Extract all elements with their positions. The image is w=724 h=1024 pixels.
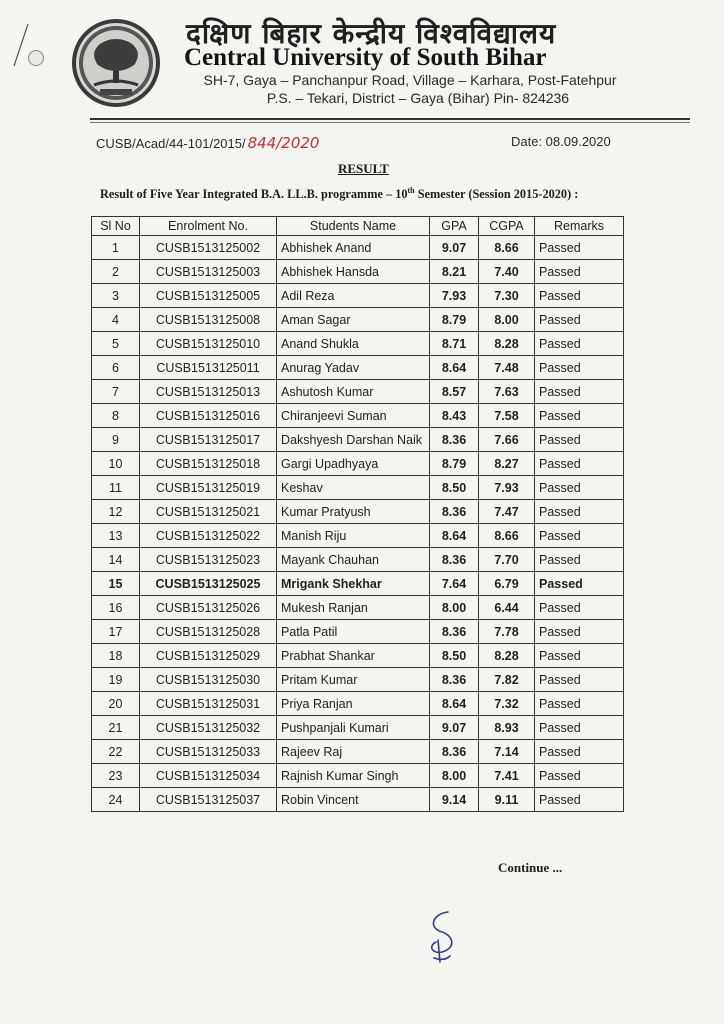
cell-enrolment: CUSB1513125003	[140, 260, 277, 284]
cell-enrolment: CUSB1513125016	[140, 404, 277, 428]
cell-enrolment: CUSB1513125002	[140, 236, 277, 260]
document-date: Date: 08.09.2020	[511, 134, 611, 149]
cell-enrolment: CUSB1513125025	[140, 572, 277, 596]
cell-student-name: Dakshyesh Darshan Naik	[277, 428, 430, 452]
cell-enrolment: CUSB1513125022	[140, 524, 277, 548]
cell-cgpa: 8.28	[479, 332, 535, 356]
subtitle-part-2: Semester (Session 2015-2020) :	[414, 187, 579, 202]
cell-enrolment: CUSB1513125011	[140, 356, 277, 380]
cell-cgpa: 7.82	[479, 668, 535, 692]
university-seal-logo	[70, 17, 162, 109]
cell-sl-no: 21	[92, 716, 140, 740]
table-row	[92, 308, 624, 332]
result-table-body	[92, 236, 624, 812]
cell-gpa: 8.36	[430, 500, 479, 524]
col-header-cgpa: CGPA	[479, 217, 535, 236]
cell-enrolment: CUSB1513125037	[140, 788, 277, 812]
cell-cgpa: 8.93	[479, 716, 535, 740]
cell-gpa: 8.36	[430, 428, 479, 452]
cell-enrolment: CUSB1513125019	[140, 476, 277, 500]
table-row	[92, 596, 624, 620]
cell-gpa: 8.50	[430, 476, 479, 500]
col-header-enrolment: Enrolment No.	[140, 217, 277, 236]
col-header-name: Students Name	[277, 217, 430, 236]
cell-remarks: Passed	[535, 452, 624, 476]
cell-gpa: 7.93	[430, 284, 479, 308]
table-row	[92, 764, 624, 788]
handwritten-signature	[418, 906, 468, 966]
cell-sl-no: 17	[92, 620, 140, 644]
cell-remarks: Passed	[535, 332, 624, 356]
cell-sl-no: 24	[92, 788, 140, 812]
cell-student-name: Mukesh Ranjan	[277, 596, 430, 620]
cell-cgpa: 8.27	[479, 452, 535, 476]
cell-student-name: Patla Patil	[277, 620, 430, 644]
cell-remarks: Passed	[535, 668, 624, 692]
cell-gpa: 8.50	[430, 644, 479, 668]
result-heading: RESULT	[338, 161, 389, 176]
header-divider	[90, 118, 690, 120]
cell-cgpa: 8.28	[479, 644, 535, 668]
cell-student-name: Chiranjeevi Suman	[277, 404, 430, 428]
reference-number	[96, 134, 319, 152]
cell-sl-no: 20	[92, 692, 140, 716]
university-name-hindi: दक्षिण बिहार केन्द्रीय विश्वविद्यालय	[186, 17, 557, 50]
col-header-sl-no: Sl No	[92, 217, 140, 236]
cell-gpa: 9.07	[430, 236, 479, 260]
table-row	[92, 644, 624, 668]
handwritten-reference: 844/2020	[247, 134, 320, 152]
cell-gpa: 8.00	[430, 596, 479, 620]
table-row	[92, 428, 624, 452]
table-row	[92, 356, 624, 380]
cell-enrolment: CUSB1513125029	[140, 644, 277, 668]
cell-gpa: 8.71	[430, 332, 479, 356]
header-divider-thin	[90, 122, 690, 123]
cell-enrolment: CUSB1513125005	[140, 284, 277, 308]
cell-student-name: Abhishek Hansda	[277, 260, 430, 284]
cell-remarks: Passed	[535, 380, 624, 404]
cell-enrolment: CUSB1513125034	[140, 764, 277, 788]
cell-sl-no: 7	[92, 380, 140, 404]
cell-enrolment: CUSB1513125032	[140, 716, 277, 740]
cell-cgpa: 7.41	[479, 764, 535, 788]
cell-enrolment: CUSB1513125021	[140, 500, 277, 524]
cell-sl-no: 4	[92, 308, 140, 332]
cell-student-name: Rajnish Kumar Singh	[277, 764, 430, 788]
cell-student-name: Robin Vincent	[277, 788, 430, 812]
cell-gpa: 8.36	[430, 620, 479, 644]
cell-gpa: 9.07	[430, 716, 479, 740]
cell-sl-no: 2	[92, 260, 140, 284]
cell-remarks: Passed	[535, 308, 624, 332]
cell-student-name: Abhishek Anand	[277, 236, 430, 260]
cell-remarks: Passed	[535, 548, 624, 572]
cell-student-name: Priya Ranjan	[277, 692, 430, 716]
cell-sl-no: 3	[92, 284, 140, 308]
cell-enrolment: CUSB1513125017	[140, 428, 277, 452]
cell-student-name: Anurag Yadav	[277, 356, 430, 380]
cell-sl-no: 10	[92, 452, 140, 476]
subtitle-superscript: th	[407, 186, 415, 195]
cell-cgpa: 7.14	[479, 740, 535, 764]
cell-gpa: 8.43	[430, 404, 479, 428]
table-row	[92, 668, 624, 692]
result-table	[91, 216, 624, 812]
cell-enrolment: CUSB1513125018	[140, 452, 277, 476]
cell-remarks: Passed	[535, 788, 624, 812]
table-row	[92, 380, 624, 404]
cell-gpa: 8.00	[430, 764, 479, 788]
cell-remarks: Passed	[535, 236, 624, 260]
table-header-row	[92, 217, 624, 236]
cell-cgpa: 6.44	[479, 596, 535, 620]
result-subtitle	[100, 186, 700, 202]
table-row	[92, 260, 624, 284]
cell-remarks: Passed	[535, 404, 624, 428]
continue-note: Continue ...	[498, 860, 563, 875]
cell-cgpa: 8.66	[479, 524, 535, 548]
cell-remarks: Passed	[535, 524, 624, 548]
cell-sl-no: 14	[92, 548, 140, 572]
cell-sl-no: 15	[92, 572, 140, 596]
cell-remarks: Passed	[535, 260, 624, 284]
cell-student-name: Gargi Upadhyaya	[277, 452, 430, 476]
cell-enrolment: CUSB1513125028	[140, 620, 277, 644]
cell-cgpa: 7.47	[479, 500, 535, 524]
cell-remarks: Passed	[535, 740, 624, 764]
cell-sl-no: 16	[92, 596, 140, 620]
cell-sl-no: 6	[92, 356, 140, 380]
cell-cgpa: 7.70	[479, 548, 535, 572]
table-row	[92, 404, 624, 428]
table-row	[92, 284, 624, 308]
cell-cgpa: 7.40	[479, 260, 535, 284]
cell-remarks: Passed	[535, 596, 624, 620]
cell-remarks: Passed	[535, 644, 624, 668]
cell-remarks: Passed	[535, 284, 624, 308]
cell-remarks: Passed	[535, 500, 624, 524]
cell-cgpa: 8.00	[479, 308, 535, 332]
cell-gpa: 8.64	[430, 692, 479, 716]
table-row	[92, 620, 624, 644]
cell-cgpa: 7.32	[479, 692, 535, 716]
cell-sl-no: 9	[92, 428, 140, 452]
cell-cgpa: 7.66	[479, 428, 535, 452]
cell-remarks: Passed	[535, 692, 624, 716]
cell-gpa: 8.36	[430, 548, 479, 572]
university-name-english: Central University of South Bihar	[184, 44, 547, 71]
table-row	[92, 692, 624, 716]
cell-student-name: Keshav	[277, 476, 430, 500]
col-header-gpa: GPA	[430, 217, 479, 236]
cell-enrolment: CUSB1513125008	[140, 308, 277, 332]
cell-cgpa: 7.30	[479, 284, 535, 308]
address-line-1: SH-7, Gaya – Panchanpur Road, Village – Karhara, Post-Fatehpur	[203, 72, 617, 88]
cell-remarks: Passed	[535, 356, 624, 380]
cell-gpa: 8.64	[430, 356, 479, 380]
table-row	[92, 236, 624, 260]
cell-gpa: 8.79	[430, 308, 479, 332]
cell-sl-no: 1	[92, 236, 140, 260]
cell-student-name: Ashutosh Kumar	[277, 380, 430, 404]
cell-student-name: Kumar Pratyush	[277, 500, 430, 524]
table-row	[92, 500, 624, 524]
cell-remarks: Passed	[535, 572, 624, 596]
cell-gpa: 8.79	[430, 452, 479, 476]
cell-sl-no: 11	[92, 476, 140, 500]
table-row	[92, 476, 624, 500]
cell-cgpa: 7.48	[479, 356, 535, 380]
table-row	[92, 716, 624, 740]
reference-prefix: CUSB/Acad/44-101/2015/	[96, 136, 246, 151]
cell-gpa: 9.14	[430, 788, 479, 812]
table-row	[92, 452, 624, 476]
table-row	[92, 548, 624, 572]
table-row	[92, 788, 624, 812]
cell-cgpa: 7.58	[479, 404, 535, 428]
cell-student-name: Mrigank Shekhar	[277, 572, 430, 596]
cell-remarks: Passed	[535, 764, 624, 788]
cell-enrolment: CUSB1513125033	[140, 740, 277, 764]
cell-gpa: 8.36	[430, 668, 479, 692]
cell-gpa: 8.57	[430, 380, 479, 404]
cell-sl-no: 5	[92, 332, 140, 356]
cell-remarks: Passed	[535, 428, 624, 452]
cell-gpa: 8.21	[430, 260, 479, 284]
cell-gpa: 8.64	[430, 524, 479, 548]
cell-student-name: Aman Sagar	[277, 308, 430, 332]
cell-remarks: Passed	[535, 620, 624, 644]
cell-gpa: 8.36	[430, 740, 479, 764]
cell-remarks: Passed	[535, 476, 624, 500]
cell-cgpa: 6.79	[479, 572, 535, 596]
table-row	[92, 524, 624, 548]
cell-student-name: Manish Riju	[277, 524, 430, 548]
cell-student-name: Prabhat Shankar	[277, 644, 430, 668]
table-row	[92, 740, 624, 764]
cell-sl-no: 22	[92, 740, 140, 764]
cell-sl-no: 18	[92, 644, 140, 668]
col-header-remarks: Remarks	[535, 217, 624, 236]
cell-student-name: Anand Shukla	[277, 332, 430, 356]
cell-enrolment: CUSB1513125013	[140, 380, 277, 404]
cell-cgpa: 7.78	[479, 620, 535, 644]
cell-student-name: Pushpanjali Kumari	[277, 716, 430, 740]
cell-remarks: Passed	[535, 716, 624, 740]
cell-student-name: Pritam Kumar	[277, 668, 430, 692]
cell-enrolment: CUSB1513125026	[140, 596, 277, 620]
subtitle-part-1: Result of Five Year Integrated B.A. LL.B. programme – 10	[100, 187, 408, 202]
cell-enrolment: CUSB1513125031	[140, 692, 277, 716]
cell-sl-no: 13	[92, 524, 140, 548]
cell-sl-no: 8	[92, 404, 140, 428]
cell-sl-no: 23	[92, 764, 140, 788]
cell-enrolment: CUSB1513125010	[140, 332, 277, 356]
cell-cgpa: 7.63	[479, 380, 535, 404]
cell-cgpa: 9.11	[479, 788, 535, 812]
cell-sl-no: 19	[92, 668, 140, 692]
cell-cgpa: 8.66	[479, 236, 535, 260]
table-row	[92, 572, 624, 596]
cell-student-name: Mayank Chauhan	[277, 548, 430, 572]
punch-hole-mark	[28, 50, 44, 66]
cell-sl-no: 12	[92, 500, 140, 524]
cell-gpa: 7.64	[430, 572, 479, 596]
table-row	[92, 332, 624, 356]
cell-cgpa: 7.93	[479, 476, 535, 500]
cell-enrolment: CUSB1513125030	[140, 668, 277, 692]
address-line-2: P.S. – Tekari, District – Gaya (Bihar) Pin- 824236	[266, 90, 570, 106]
cell-student-name: Adil Reza	[277, 284, 430, 308]
cell-student-name: Rajeev Raj	[277, 740, 430, 764]
cell-enrolment: CUSB1513125023	[140, 548, 277, 572]
